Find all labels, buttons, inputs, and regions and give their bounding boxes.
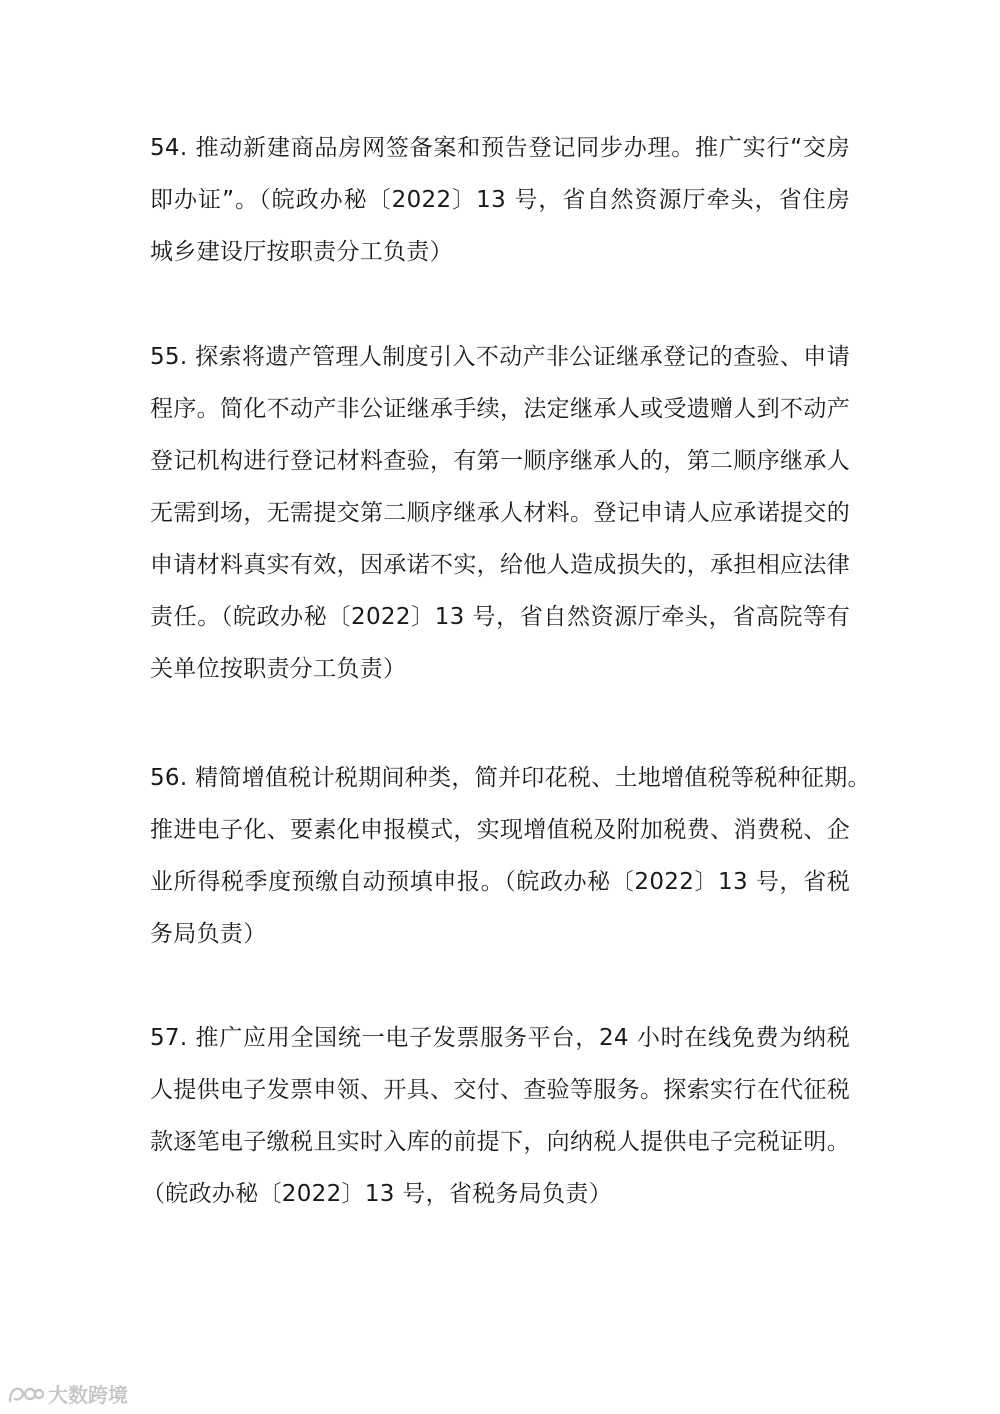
item-line: 人提供电子发票申领、开具、交付、查验等服务。探索实行在代征税 <box>150 1077 850 1103</box>
watermark-text: 大数跨境 <box>48 1383 128 1407</box>
item-line: 55. 探索将遗产管理人制度引入不动产非公证继承登记的查验、申请 <box>150 344 850 370</box>
policy-item-57 <box>142 1012 850 1220</box>
item-line: 责任。（皖政办秘〔2022〕13 号，省自然资源厅牵头，省高院等有 <box>150 604 850 630</box>
policy-item-56 <box>150 752 871 960</box>
item-line: （皖政办秘〔2022〕13 号，省税务局负责） <box>142 1181 613 1207</box>
item-line: 即办证”。（皖政办秘〔2022〕13 号，省自然资源厅牵头，省住房 <box>150 187 850 213</box>
item-line: 城乡建设厅按职责分工负责） <box>150 239 453 265</box>
item-line: 无需到场，无需提交第二顺序继承人材料。登记申请人应承诺提交的 <box>150 500 850 526</box>
item-line: 54. 推动新建商品房网签备案和预告登记同步办理。推广实行“交房 <box>150 135 850 161</box>
item-line: 57. 推广应用全国统一电子发票服务平台，24 小时在线免费为纳税 <box>150 1025 850 1051</box>
item-line: 关单位按职责分工负责） <box>150 656 407 682</box>
watermark <box>8 1379 128 1408</box>
policy-item-54 <box>150 122 850 278</box>
item-line: 申请材料真实有效，因承诺不实，给他人造成损失的，承担相应法律 <box>150 552 850 578</box>
item-line: 程序。简化不动产非公证继承手续，法定继承人或受遗赠人到不动产 <box>150 396 850 422</box>
item-line: 56. 精简增值税计税期间种类，简并印花税、土地增值税等税种征期。 <box>150 765 871 791</box>
item-line: 业所得税季度预缴自动预填申报。（皖政办秘〔2022〕13 号，省税 <box>150 869 850 895</box>
item-line: 推进电子化、要素化申报模式，实现增值税及附加税费、消费税、企 <box>150 817 850 843</box>
policy-item-55 <box>150 331 850 695</box>
dsdc-logo-icon <box>8 1383 44 1405</box>
item-line: 登记机构进行登记材料查验，有第一顺序继承人的，第二顺序继承人 <box>150 448 850 474</box>
item-line: 务局负责） <box>150 921 267 947</box>
item-line: 款逐笔电子缴税且实时入库的前提下，向纳税人提供电子完税证明。 <box>150 1129 850 1155</box>
